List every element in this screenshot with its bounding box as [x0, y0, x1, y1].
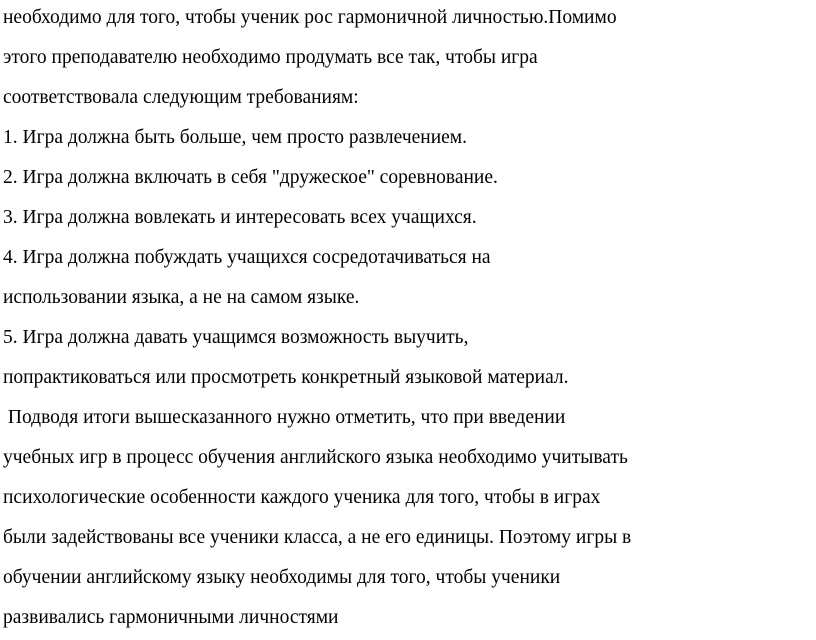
list-item-4-continued: использовании языка, а не на самом языке.	[3, 287, 360, 308]
text-line: этого преподавателю необходимо продумать все так, чтобы игра	[3, 47, 538, 68]
list-item-3: 3. Игра должна вовлекать и интересовать всех учащихся.	[3, 207, 477, 228]
document-body	[3, 0, 813, 638]
conclusion-line: были задействованы все ученики класса, а не его единицы. Поэтому игры в	[3, 527, 632, 548]
list-item-5: 5. Игра должна давать учащимся возможность выучить,	[3, 327, 469, 348]
text-line: необходимо для того, чтобы ученик рос гармоничной личностью.Помимо	[3, 7, 617, 28]
list-item-1: 1. Игра должна быть больше, чем просто развлечением.	[3, 127, 468, 148]
conclusion-line: учебных игр в процесс обучения английского языка необходимо учитывать	[3, 447, 628, 468]
list-item-2: 2. Игра должна включать в себя "дружеское" соревнование.	[3, 167, 498, 188]
list-item-4: 4. Игра должна побуждать учащихся сосредотачиваться на	[3, 247, 491, 268]
conclusion-line: психологические особенности каждого ученика для того, чтобы в играх	[3, 487, 601, 508]
text-line: соответствовала следующим требованиям:	[3, 87, 359, 108]
conclusion-line: обучении английскому языку необходимы для того, чтобы ученики	[3, 567, 561, 588]
conclusion-line: Подводя итоги вышесказанного нужно отметить, что при введении	[3, 407, 566, 428]
conclusion-line: развивались гармоничными личностями	[3, 607, 339, 628]
list-item-5-continued: попрактиковаться или просмотреть конкретный языковой материал.	[3, 367, 569, 388]
